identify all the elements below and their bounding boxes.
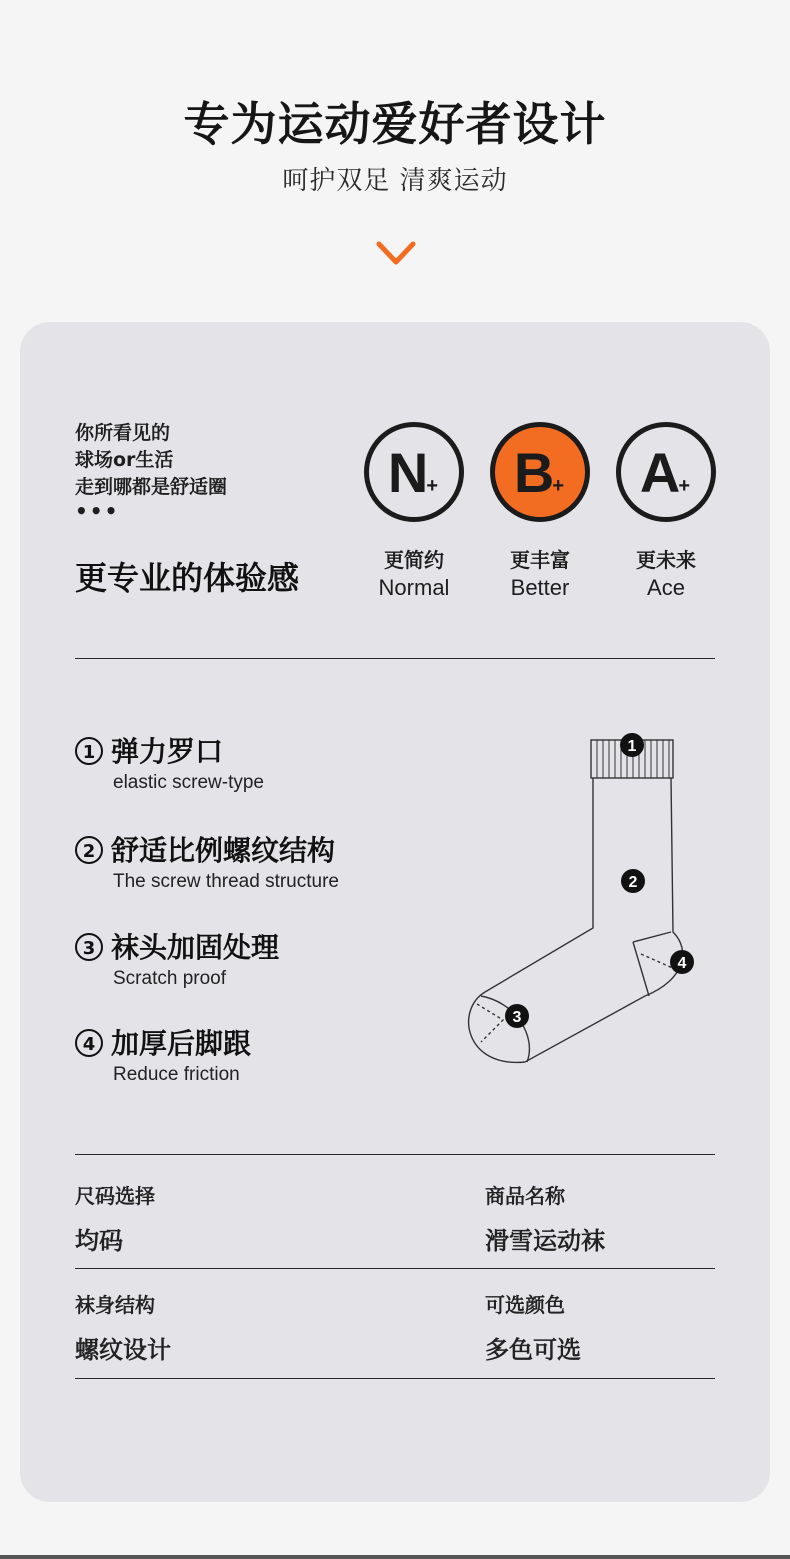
spec-value: 均码 (75, 1227, 123, 1255)
intro-line-2: 球场or生活 (75, 449, 174, 471)
sock-marker-4 (670, 950, 694, 974)
bottom-edge (0, 1555, 790, 1559)
divider (75, 1154, 715, 1155)
feature-number: 4 (75, 1029, 103, 1057)
grade-a-en-label: Ace (647, 575, 685, 600)
divider (75, 1378, 715, 1379)
sock-marker-3 (505, 1004, 529, 1028)
feature-number: 3 (75, 933, 103, 961)
spec-value: 螺纹设计 (75, 1336, 171, 1364)
svg-text:2: 2 (628, 874, 638, 891)
feature-number: 1 (75, 737, 103, 765)
grade-b-en-label: Better (510, 575, 570, 600)
feature-subtitle: The screw thread structure (113, 871, 339, 892)
sock-marker-2 (621, 869, 645, 893)
spec-label: 尺码选择 (75, 1184, 155, 1208)
page-subtitle: 呵护双足 清爽运动 (282, 166, 508, 196)
feature-title: 弹力罗口 (111, 735, 224, 768)
spec-label: 可选颜色 (485, 1293, 565, 1317)
spec-label: 袜身结构 (75, 1293, 155, 1317)
grade-better (490, 422, 590, 601)
divider (75, 1268, 715, 1269)
grade-a-cn-label: 更未来 (636, 548, 696, 572)
spec-structure (75, 1289, 171, 1365)
sock-marker-1 (620, 733, 644, 757)
svg-text:1: 1 (627, 738, 637, 755)
feature-item-4 (75, 1022, 251, 1086)
grade-n-cn-label: 更简约 (384, 548, 444, 572)
grade-a-badge: A + (616, 422, 716, 522)
chevron-down-icon (375, 240, 417, 268)
feature-title: 舒适比例螺纹结构 (111, 834, 336, 867)
sock-diagram (455, 730, 715, 1080)
spec-value: 多色可选 (485, 1336, 581, 1364)
feature-item-2 (75, 829, 339, 893)
intro-text (75, 420, 227, 521)
svg-text:3: 3 (512, 1009, 522, 1026)
feature-subtitle: Reduce friction (113, 1064, 240, 1085)
grade-b-badge: B + (490, 422, 590, 522)
svg-text:4: 4 (677, 955, 687, 972)
grade-b-cn-label: 更丰富 (510, 548, 570, 572)
feature-item-3 (75, 926, 279, 990)
intro-line-3: 走到哪都是舒适圈 (75, 476, 228, 498)
grade-normal (364, 422, 464, 601)
feature-item-1 (75, 730, 264, 794)
spec-label: 商品名称 (485, 1184, 565, 1208)
ellipsis-dots: ••• (75, 499, 120, 523)
feature-title: 加厚后脚跟 (111, 1027, 252, 1060)
feature-number: 2 (75, 836, 103, 864)
page-title: 专为运动爱好者设计 (183, 97, 607, 151)
grade-n-badge: N + (364, 422, 464, 522)
spec-size (75, 1180, 155, 1256)
intro-line-1: 你所看见的 (75, 422, 171, 444)
grade-ace (616, 422, 716, 601)
grade-n-en-label: Normal (378, 575, 450, 600)
spec-value: 滑雪运动袜 (485, 1227, 605, 1255)
feature-subtitle: elastic screw-type (113, 772, 264, 793)
feature-title: 袜头加固处理 (111, 931, 280, 964)
experience-heading: 更专业的体验感 (75, 559, 300, 597)
spec-product-name (485, 1180, 605, 1256)
spec-colors (485, 1289, 581, 1365)
feature-subtitle: Scratch proof (113, 968, 226, 989)
divider (75, 658, 715, 659)
